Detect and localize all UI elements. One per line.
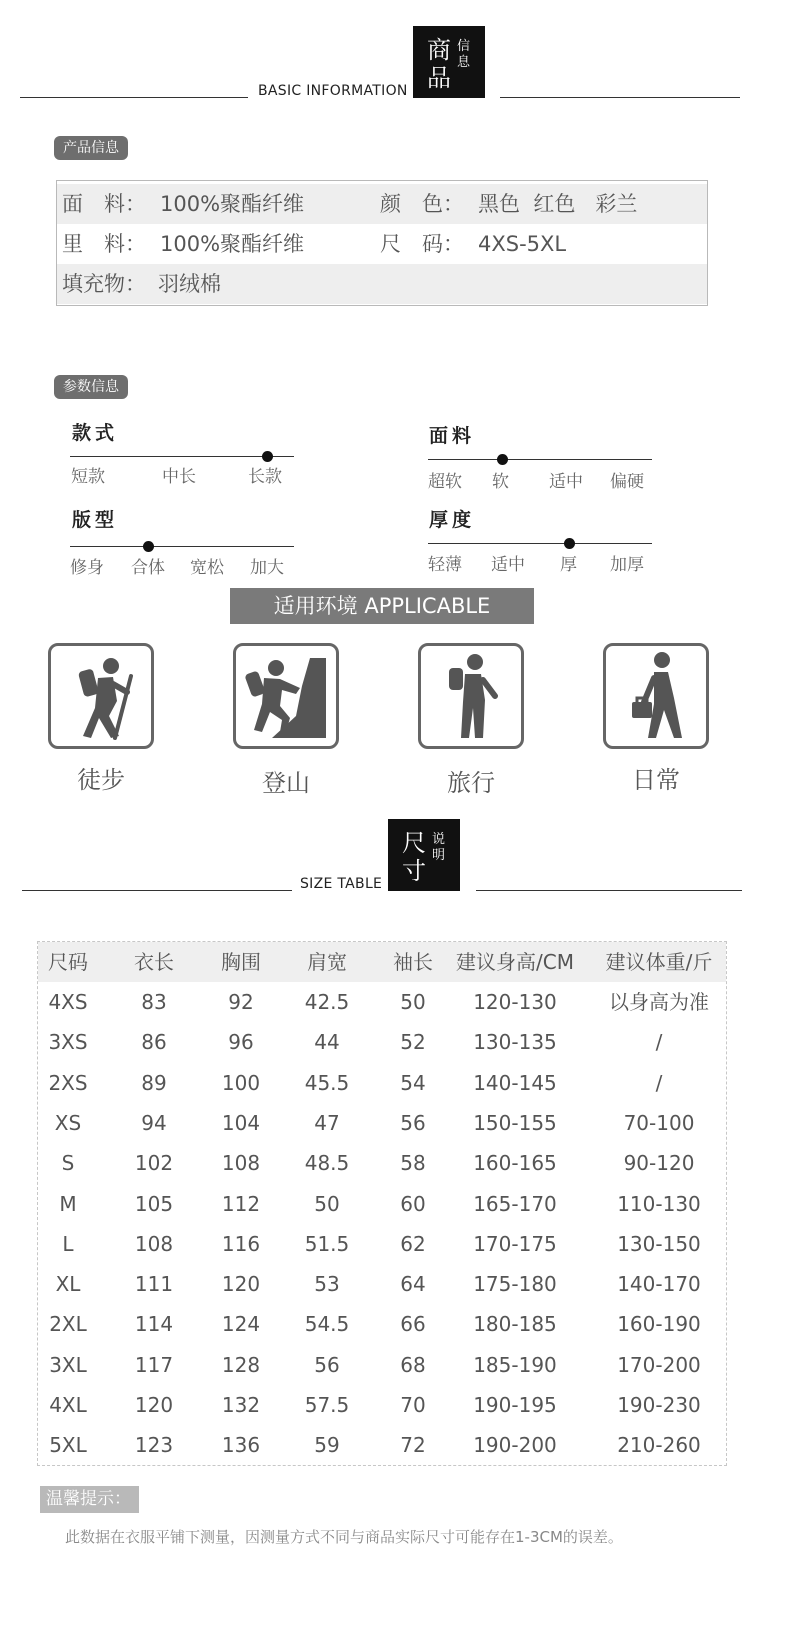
param-marker-fabric	[497, 454, 508, 465]
param-option: 宽松	[190, 558, 224, 578]
size-range-label: 尺 码：	[380, 232, 464, 256]
daily-icon	[603, 643, 709, 749]
table-cell: 66	[400, 1312, 426, 1337]
table-cell: 105	[134, 1191, 174, 1216]
param-title-thickness: 厚度	[429, 509, 476, 531]
table-row	[38, 1022, 726, 1062]
table-cell: 54.5	[304, 1312, 350, 1337]
param-title-style: 款式	[72, 422, 119, 444]
table-row	[38, 1063, 726, 1103]
param-option: 短款	[71, 467, 105, 487]
table-cell: /	[655, 1030, 663, 1055]
basic-header-line-right	[500, 97, 740, 98]
env-label-travel: 旅行	[447, 769, 495, 797]
size-header-box	[388, 819, 460, 891]
table-cell: 72	[400, 1433, 426, 1458]
param-option: 适中	[549, 472, 583, 492]
table-cell: 57.5	[304, 1393, 350, 1417]
size-header-box-big: 尺寸	[402, 829, 426, 885]
table-cell: 140-170	[617, 1272, 701, 1297]
table-row	[38, 1103, 726, 1143]
param-scale-line-style	[70, 456, 294, 457]
product-info-table	[56, 180, 708, 306]
param-marker-style	[262, 451, 273, 462]
param-option: 长款	[248, 467, 282, 487]
table-cell: 51.5	[304, 1231, 350, 1256]
table-cell: 45.5	[304, 1070, 350, 1095]
table-cell: 150-155	[473, 1110, 557, 1135]
table-cell: 4XS	[48, 990, 88, 1014]
env-label-climbing: 登山	[262, 769, 310, 797]
table-cell: 86	[141, 1030, 167, 1055]
table-cell: 50	[314, 1191, 340, 1216]
color-value: 黑色 红色 彩兰	[478, 192, 638, 216]
size-table-header	[38, 942, 726, 982]
table-cell: 89	[141, 1070, 167, 1095]
table-row	[38, 1224, 726, 1264]
table-cell: 190-230	[617, 1393, 701, 1417]
table-cell: 100	[221, 1070, 261, 1095]
table-cell: 83	[141, 990, 167, 1014]
lining-label: 里 料：	[62, 232, 146, 256]
size-header-box-small: 说明	[432, 832, 446, 863]
table-cell: 胸围	[221, 950, 261, 974]
product-info-tag: 产品信息	[54, 136, 128, 160]
fabric-value: 100%聚酯纤维	[160, 192, 305, 216]
table-cell: 68	[400, 1352, 426, 1377]
param-option: 修身	[70, 558, 104, 578]
table-cell: 140-145	[473, 1070, 557, 1095]
table-cell: 123	[134, 1433, 174, 1458]
table-cell: 175-180	[473, 1272, 557, 1297]
param-option: 轻薄	[428, 555, 462, 575]
basic-header-box-small: 信息	[457, 39, 471, 70]
table-cell: 130-150	[617, 1231, 701, 1256]
table-row	[38, 982, 726, 1022]
lining-value: 100%聚酯纤维	[160, 232, 305, 256]
table-cell: 90-120	[623, 1151, 695, 1176]
table-cell: 47	[314, 1110, 340, 1135]
table-cell: 袖长	[393, 950, 433, 974]
table-cell: 2XS	[48, 1070, 88, 1095]
param-option: 厚	[560, 555, 577, 575]
size-table	[37, 941, 727, 1466]
table-cell: 60	[400, 1191, 426, 1216]
param-option: 软	[492, 472, 509, 492]
size-header-subtitle: SIZE TABLE	[300, 876, 383, 892]
table-cell: 96	[228, 1030, 254, 1055]
table-cell: 190-200	[473, 1433, 557, 1458]
table-cell: 70-100	[623, 1110, 695, 1135]
table-cell: 尺码	[48, 950, 88, 974]
table-cell: 64	[400, 1272, 426, 1297]
table-cell: 114	[134, 1312, 174, 1337]
table-cell: 建议体重/斤	[605, 950, 713, 974]
table-cell: 210-260	[617, 1433, 701, 1458]
size-header-line-left	[22, 890, 292, 891]
env-label-daily: 日常	[632, 766, 680, 794]
param-scale-line-fabric	[428, 459, 652, 460]
param-marker-fit	[143, 541, 154, 552]
table-cell: 190-195	[473, 1393, 557, 1417]
param-title-fabric: 面料	[429, 425, 476, 447]
table-cell: 94	[141, 1110, 167, 1135]
table-cell: 116	[221, 1231, 261, 1256]
param-option: 加厚	[610, 555, 644, 575]
param-scale-line-thickness	[428, 543, 652, 544]
table-cell: 92	[228, 990, 254, 1014]
table-cell: 102	[134, 1151, 174, 1176]
table-cell: 5XL	[49, 1433, 87, 1458]
param-option: 超软	[428, 472, 462, 492]
basic-header-box-big: 商品	[427, 36, 451, 92]
product-info-row	[57, 184, 707, 224]
table-cell: 以身高为准	[609, 990, 709, 1014]
hiking-icon	[48, 643, 154, 749]
filling-value: 羽绒棉	[158, 272, 221, 296]
product-info-row	[57, 224, 707, 264]
travel-icon	[418, 643, 524, 749]
basic-header-subtitle: BASIC INFORMATION	[258, 83, 408, 99]
param-option: 合体	[131, 558, 165, 578]
table-cell: 160-190	[617, 1312, 701, 1337]
param-option: 中长	[162, 467, 196, 487]
table-cell: 50	[400, 990, 426, 1014]
param-option: 适中	[491, 555, 525, 575]
param-title-fit: 版型	[72, 509, 119, 531]
table-cell: 110-130	[617, 1191, 701, 1216]
table-cell: S	[61, 1151, 75, 1176]
table-row	[38, 1385, 726, 1425]
table-cell: 136	[221, 1433, 261, 1458]
tip-tag: 温馨提示：	[40, 1486, 139, 1513]
filling-label: 填充物：	[62, 272, 146, 296]
table-cell: L	[62, 1231, 74, 1256]
basic-header-box	[413, 26, 485, 98]
table-cell: 2XL	[49, 1312, 87, 1337]
params-tag: 参数信息	[54, 375, 128, 399]
size-range-value: 4XS-5XL	[478, 232, 567, 256]
table-cell: 3XS	[48, 1030, 88, 1055]
table-cell: 4XL	[49, 1393, 87, 1417]
table-row	[38, 1264, 726, 1304]
table-cell: 衣长	[134, 950, 174, 974]
table-cell: 3XL	[49, 1352, 87, 1377]
table-cell: 128	[221, 1352, 261, 1377]
table-row	[38, 1304, 726, 1344]
table-row	[38, 1425, 726, 1465]
table-row	[38, 1345, 726, 1385]
table-cell: 肩宽	[307, 950, 347, 974]
table-cell: M	[59, 1191, 77, 1216]
table-cell: 62	[400, 1231, 426, 1256]
table-cell: /	[655, 1070, 663, 1095]
table-cell: 165-170	[473, 1191, 557, 1216]
table-cell: 111	[134, 1272, 174, 1297]
table-cell: 112	[221, 1191, 261, 1216]
table-cell: 117	[134, 1352, 174, 1377]
table-cell: 108	[221, 1151, 261, 1176]
table-cell: 180-185	[473, 1312, 557, 1337]
fabric-label: 面 料：	[62, 192, 146, 216]
table-cell: 52	[400, 1030, 426, 1055]
size-header-line-right	[476, 890, 742, 891]
param-scale-line-fit	[70, 546, 294, 547]
table-cell: 108	[134, 1231, 174, 1256]
table-cell: 120-130	[473, 990, 557, 1014]
table-cell: 42.5	[304, 990, 350, 1014]
env-label-hiking: 徒步	[77, 766, 125, 794]
table-cell: 56	[400, 1110, 426, 1135]
table-cell: 160-165	[473, 1151, 557, 1176]
product-info-row	[57, 264, 707, 304]
table-cell: 44	[314, 1030, 340, 1055]
table-cell: 59	[314, 1433, 340, 1458]
param-option: 偏硬	[610, 472, 644, 492]
table-cell: XS	[54, 1110, 82, 1135]
table-row	[38, 1143, 726, 1183]
table-cell: 70	[400, 1393, 426, 1417]
table-cell: 58	[400, 1151, 426, 1176]
table-cell: 120	[134, 1393, 174, 1417]
tip-text: 此数据在衣服平铺下测量，因测量方式不同与商品实际尺寸可能存在1-3CM的误差。	[65, 1528, 623, 1546]
table-cell: 132	[221, 1393, 261, 1417]
param-marker-thickness	[564, 538, 575, 549]
table-cell: 104	[221, 1110, 261, 1135]
table-cell: 130-135	[473, 1030, 557, 1055]
param-option: 加大	[250, 558, 284, 578]
table-cell: 54	[400, 1070, 426, 1095]
table-cell: 124	[221, 1312, 261, 1337]
table-cell: 53	[314, 1272, 340, 1297]
table-cell: 56	[314, 1352, 340, 1377]
applicable-banner: 适用环境 APPLICABLE	[230, 588, 534, 624]
basic-header-line-left	[20, 97, 248, 98]
table-cell: 185-190	[473, 1352, 557, 1377]
table-cell: 建议身高/CM	[456, 950, 574, 974]
table-cell: XL	[55, 1272, 81, 1297]
table-row	[38, 1184, 726, 1224]
table-cell: 120	[221, 1272, 261, 1297]
color-label: 颜 色：	[380, 192, 464, 216]
table-cell: 48.5	[304, 1151, 350, 1176]
climbing-icon	[233, 643, 339, 749]
table-cell: 170-200	[617, 1352, 701, 1377]
table-cell: 170-175	[473, 1231, 557, 1256]
